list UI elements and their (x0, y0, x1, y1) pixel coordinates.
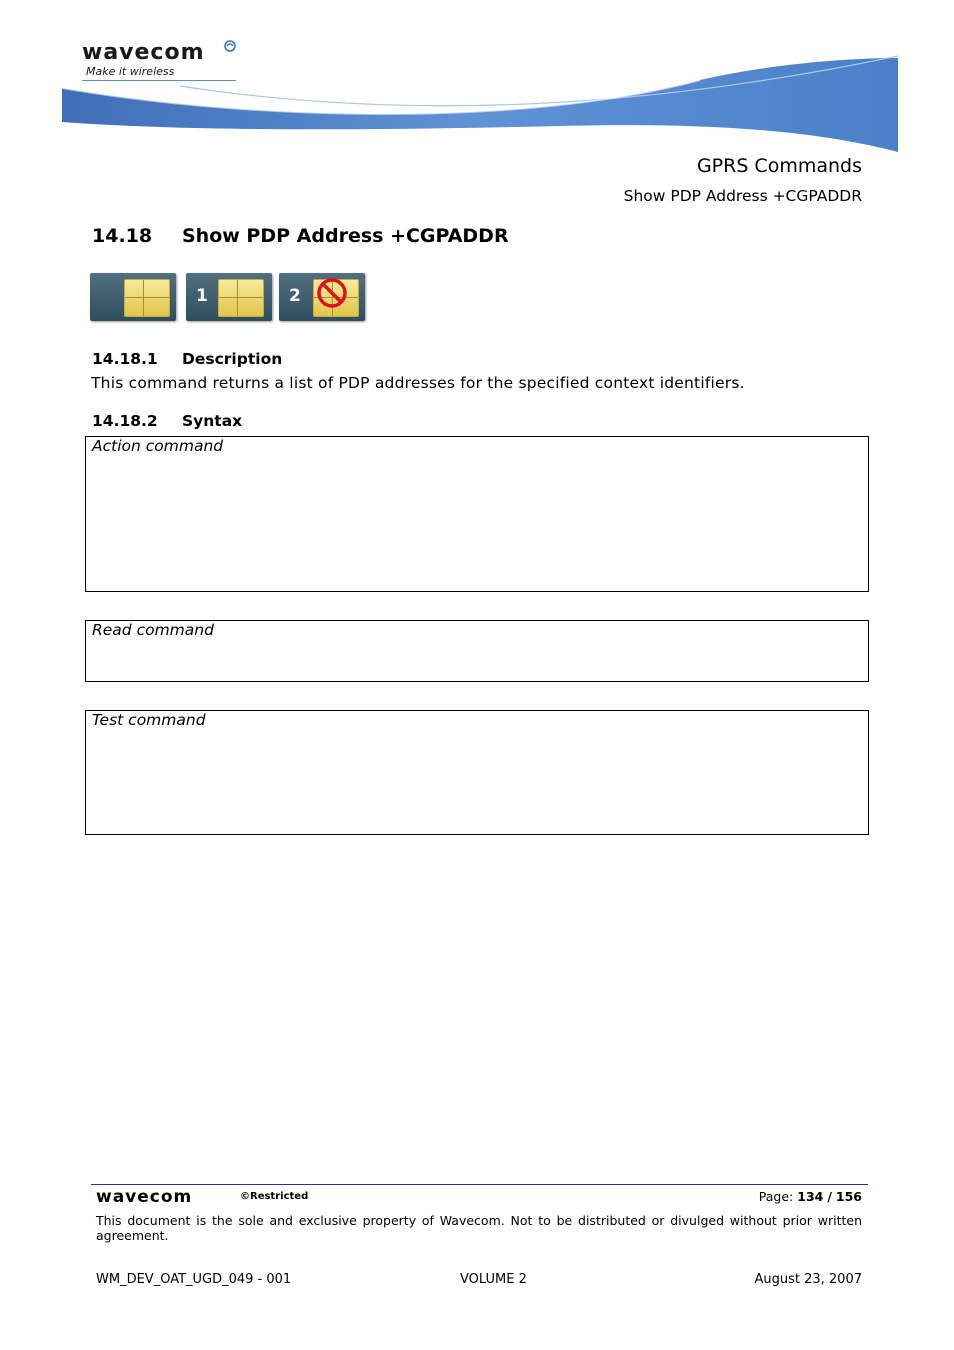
footer-volume: VOLUME 2 (460, 1272, 527, 1287)
logo-tagline: Make it wireless (86, 65, 175, 78)
syntax-number: 14.18.2 (92, 412, 158, 430)
read-command-box (85, 620, 869, 682)
header-swoosh-banner (0, 50, 954, 160)
syntax-title: Syntax (182, 412, 243, 430)
description-text: This command returns a list of PDP addresses for the specified context identifiers. (91, 374, 745, 392)
test-command-label: Test command (92, 711, 206, 729)
wavecom-logo: wavecom (82, 40, 205, 65)
read-command-label: Read command (92, 621, 214, 639)
action-command-box (85, 436, 869, 592)
prohibited-icon (317, 278, 347, 308)
footer-page-number (759, 1189, 862, 1204)
footer-date: August 23, 2007 (754, 1272, 862, 1287)
description-number: 14.18.1 (92, 350, 158, 368)
footer-wavecom-logo: wavecom (96, 1187, 193, 1207)
action-command-label: Action command (92, 437, 224, 455)
sim-number-label: 1 (196, 286, 208, 306)
footer-document-reference: WM_DEV_OAT_UGD_049 - 001 (96, 1272, 292, 1287)
sim-card-1-icon (186, 273, 272, 321)
description-title: Description (182, 350, 283, 368)
page-current: 134 (797, 1189, 824, 1204)
page-total: 156 (835, 1189, 862, 1204)
syntax-heading (92, 412, 242, 430)
header-section-title: GPRS Commands (696, 155, 862, 177)
test-command-box (85, 710, 869, 835)
sim-number-label: 2 (289, 286, 301, 306)
sim-card-icon (90, 273, 176, 321)
footer-confidentiality-notice: This document is the sole and exclusive property of Wavecom. Not to be distributed or divulged without prior written agreement. (96, 1213, 862, 1243)
section-heading (92, 225, 509, 247)
section-title: Show PDP Address +CGPADDR (182, 225, 509, 247)
sim-card-2-not-supported-icon (279, 273, 365, 321)
page-label: Page: (758, 1189, 794, 1204)
header-section-subtitle: Show PDP Address +CGPADDR (623, 187, 862, 205)
footer-rule (91, 1184, 868, 1185)
page-separator: / (827, 1189, 832, 1204)
description-heading (92, 350, 282, 368)
footer-restricted-label: ©Restricted (240, 1191, 309, 1202)
section-number: 14.18 (92, 225, 153, 247)
